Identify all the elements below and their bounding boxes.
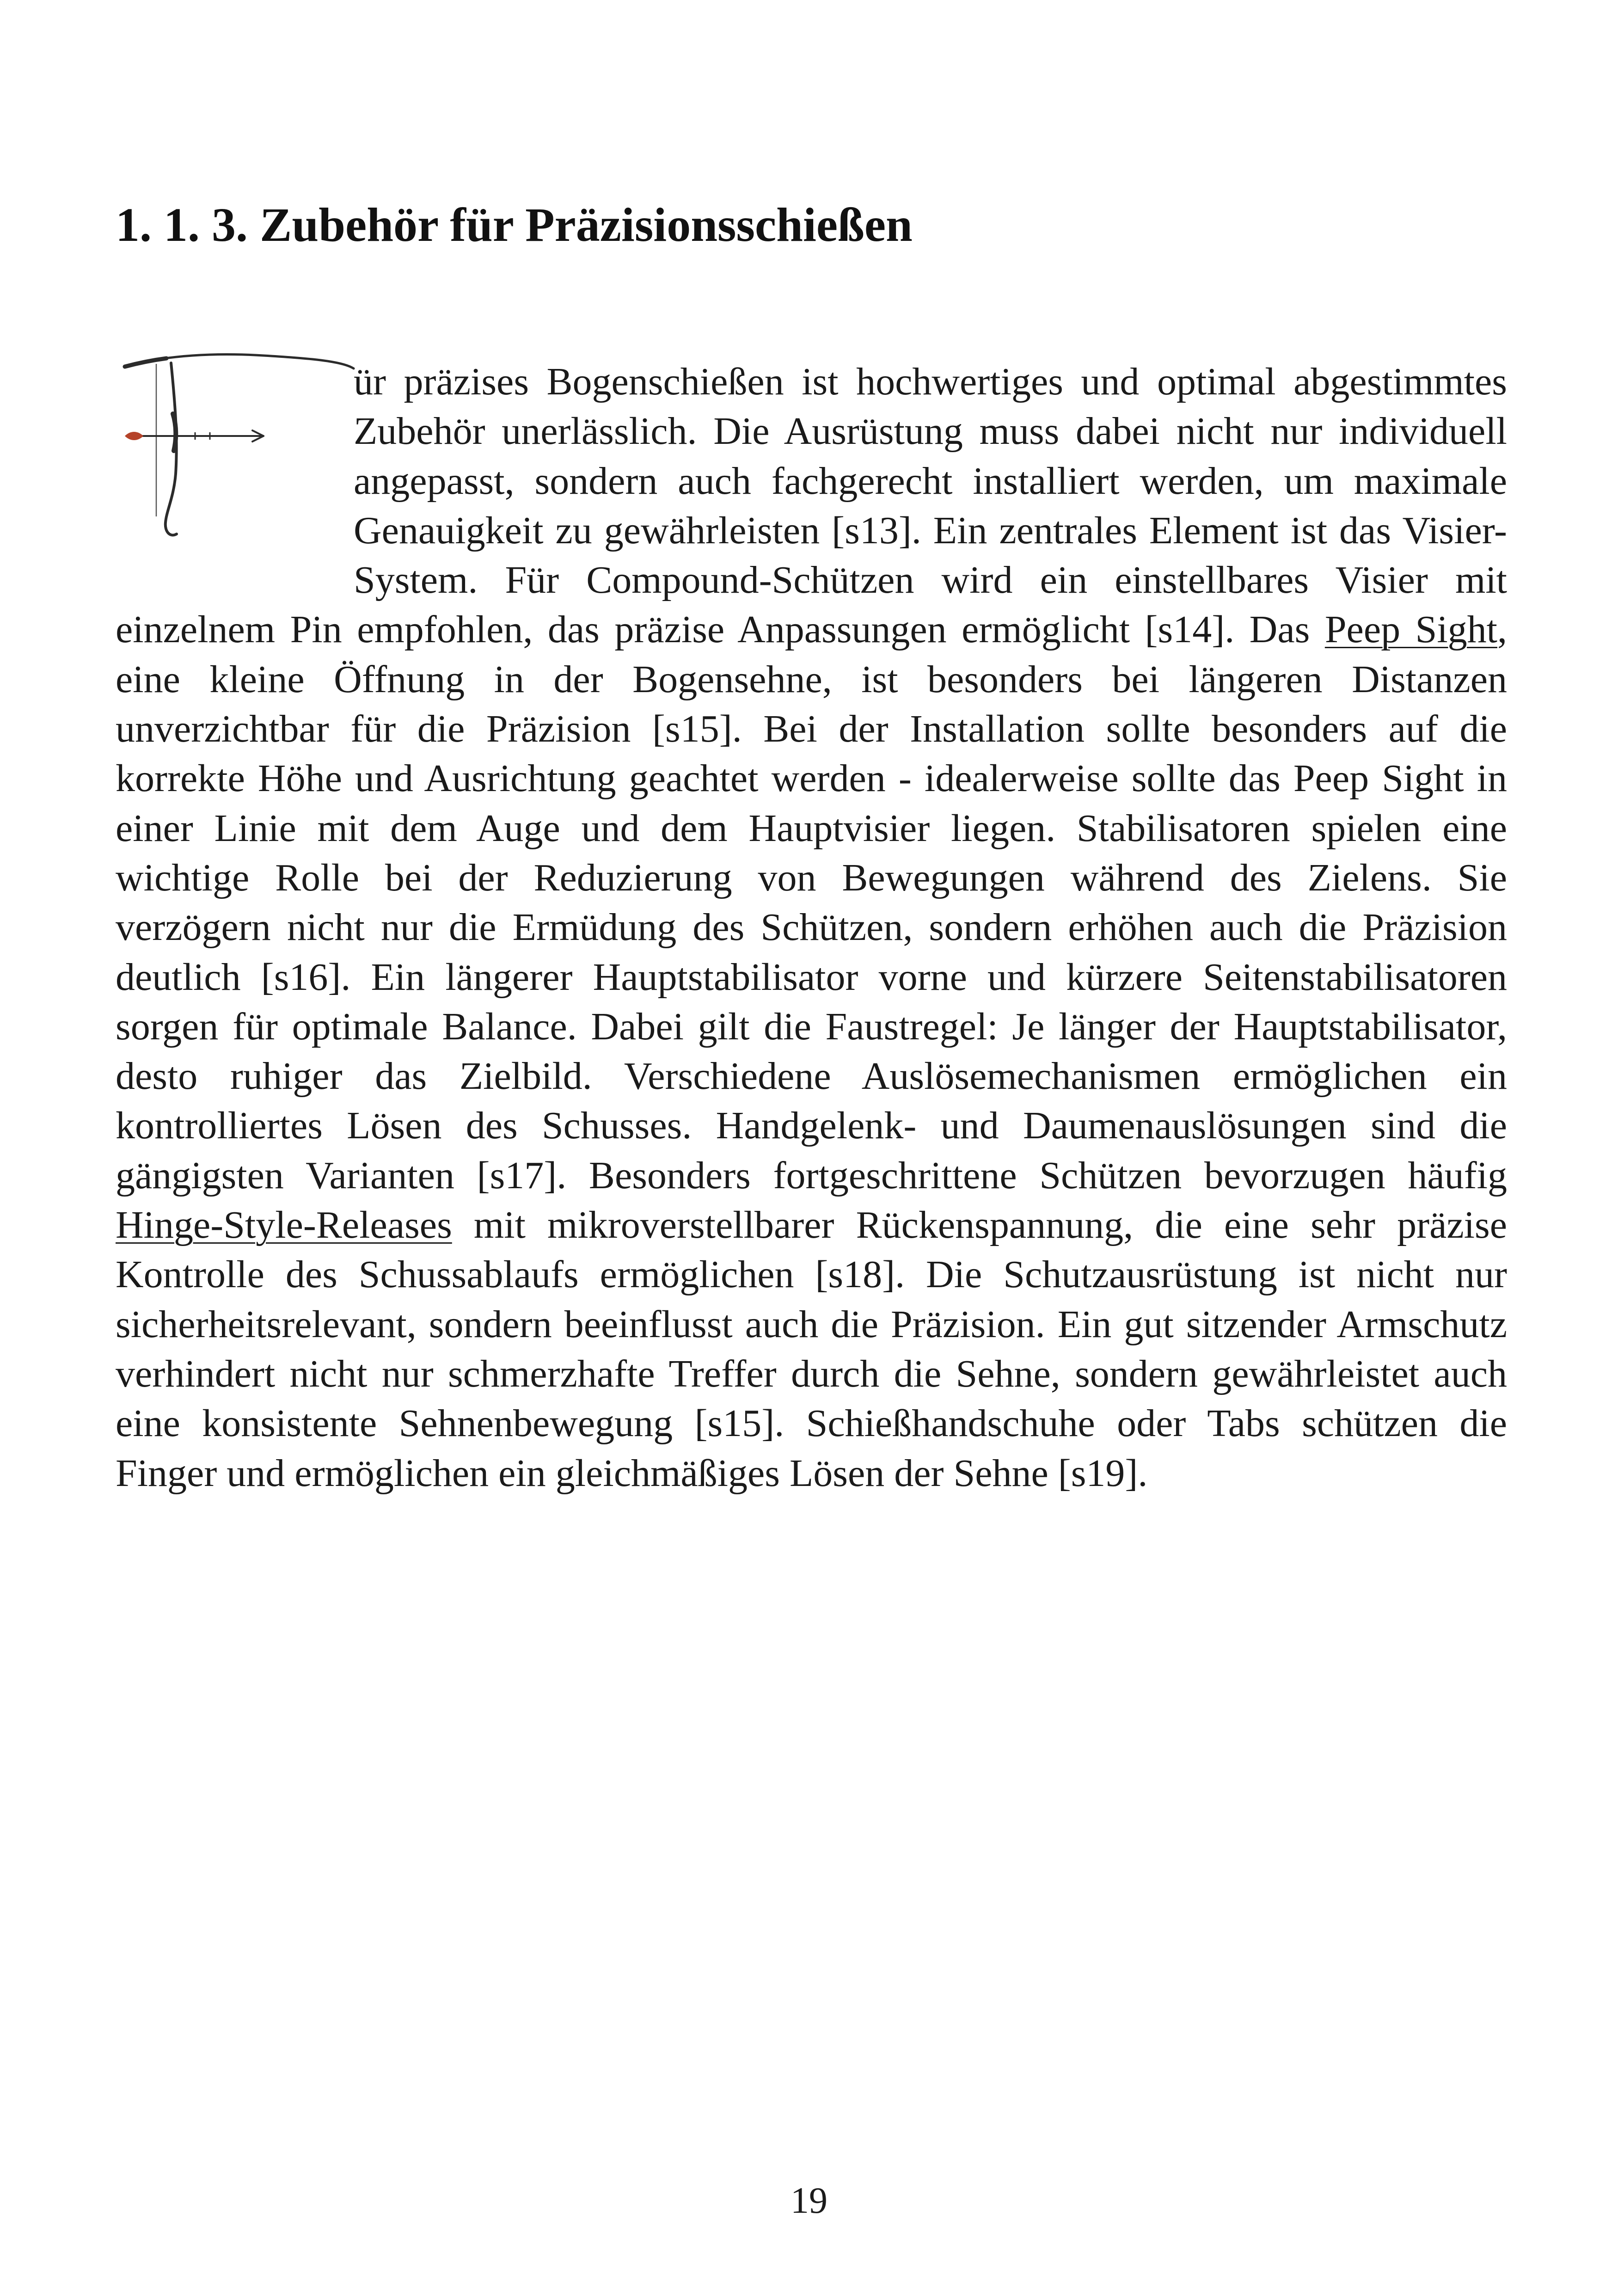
paragraph-text: , eine kleine Öffnung in der Bogensehne, ist besonders bei längeren Distanzen unverzichtbar für die Präzision [s15]. Bei der Installation sollte besonders auf die korrekte Höhe und Ausrichtung geachtet werden - idealerweise sollte das Peep Sight in einer Linie mit dem Auge und dem Hauptvisier liegen. Stabilisatoren spielen eine wichtige Rolle bei der Reduzierung von Bewegungen während des Zielens. Sie verzögern nicht nur die Ermüdung des Schützen, sondern erhöhen auch die Präzision deutlich [s16]. Ein längerer Hauptstabilisator vorne und kürzere Seitenstabilisatoren sorgen für optimale Balance. Dabei gilt die Faustregel: Je länger der Hauptstabilisator, desto ruhiger das Zielbild. Verschiedene Auslösemechanismen ermöglichen ein kontrolliertes Lösen des Schusses. Handgelenk- und Daumenauslösungen sind die gängigsten Varianten [s17]. Besonders fortgeschrittene Schützen bevorzugen häufig	[116, 608, 1507, 1197]
paragraph-text: mit mikroverstellbarer Rückenspannung, die eine sehr präzise Kontrolle des Schussablaufs ermöglichen [s18]. Die Schutzausrüstung ist nicht nur sicherheitsrelevant, sondern beeinflusst auch die Präzision. Ein gut sitzender Armschutz verhindert nicht nur schmerzhafte Treffer durch die Sehne, sondern gewährleistet auch eine konsistente Sehnenbewegung [s15]. Schießhandschuhe oder Tabs schützen die Finger und ermöglichen ein gleichmäßiges Lösen der Sehne [s19].	[116, 1203, 1507, 1495]
section-heading: 1. 1. 3. Zubehör für Präzisionsschießen	[116, 198, 913, 252]
page-number: 19	[791, 2180, 827, 2221]
dropcap-spacer	[116, 357, 354, 556]
peep-sight-link[interactable]: Peep Sight	[1324, 608, 1497, 651]
hinge-style-releases-link[interactable]: Hinge-Style-Releases	[116, 1203, 452, 1247]
paragraph-text: ür präzises Bogenschießen ist hochwertiges und optimal abgestimmtes Zubehör unerlässlich. Die Ausrüstung muss dabei nicht nur individuell angepasst, sondern auch fachgerecht installiert werden, um maximale Genauigkeit zu gewährleisten [s13]. Ein zentrales Element ist das Visier-System. Für Compound-Schützen wird ein einstellbares Visier mit einzelnem Pin empfohlen, das präzise Anpassungen ermöglicht [s14]. Das	[116, 360, 1507, 651]
body-paragraph	[116, 357, 1507, 1498]
